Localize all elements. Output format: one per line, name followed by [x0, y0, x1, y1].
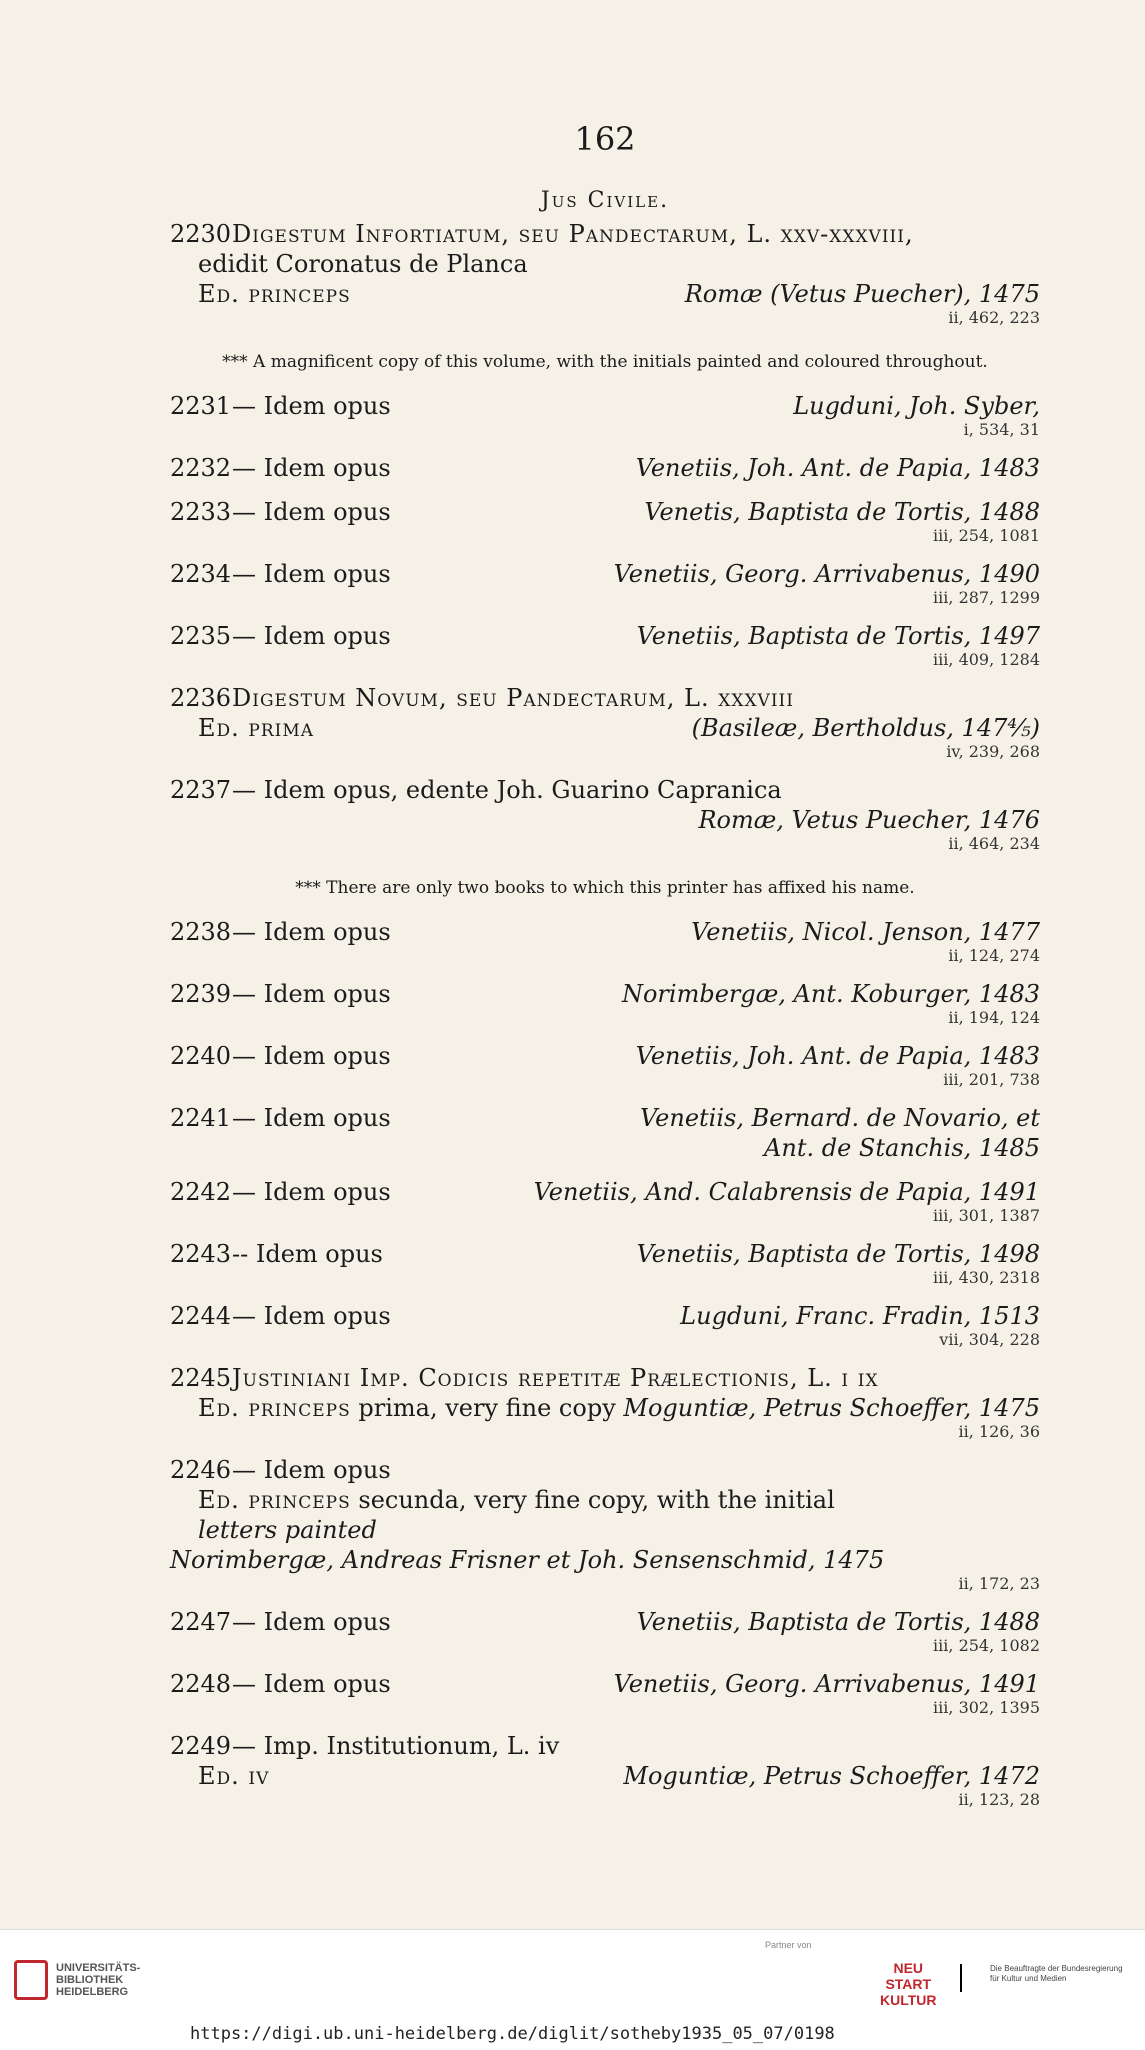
entry-title: Digestum Infortiatum, seu Pandectarum, L. xxv-xxxviii, [232, 220, 914, 248]
entry-text: — Idem opus [232, 498, 391, 526]
imprint: Venetiis, Georg. Arrivabenus, 1490 [613, 560, 1040, 588]
lot-number: 2237 [170, 776, 232, 804]
catalogue-entry [170, 877, 1040, 899]
catalogue-entry [170, 351, 1040, 373]
entry-note: *** There are only two books to which this printer has affixed his name. [295, 878, 915, 898]
reference: iii, 301, 1387 [933, 1206, 1040, 1225]
imprint: Venetis, Baptista de Tortis, 1488 [644, 498, 1040, 526]
entry-line [170, 249, 1040, 279]
imprint: Venetiis, Joh. Ant. de Papia, 1483 [635, 1042, 1040, 1070]
reference: ii, 123, 28 [958, 1790, 1040, 1809]
spacer [170, 1441, 1040, 1455]
entry-left [170, 1301, 391, 1331]
entry-line [170, 1133, 1040, 1163]
lot-number: 2249 [170, 1732, 232, 1760]
reference: iii, 302, 1395 [933, 1698, 1040, 1717]
spacer [170, 1349, 1040, 1363]
footer-bar [0, 1929, 1145, 2050]
edition-name: Ed. princeps [198, 1394, 351, 1422]
entry-line [170, 1761, 1040, 1791]
entry-line [170, 1731, 1040, 1761]
bkm-logo-text: Die Beauftragte der Bundesregierung für Kultur und Medien [990, 1964, 1123, 1983]
imprint: Romæ, Vetus Puecher, 1476 [698, 806, 1040, 834]
spacer [170, 1655, 1040, 1669]
edition-name: Ed. iv [198, 1762, 270, 1790]
lot-number: 2230 [170, 220, 232, 248]
imprint: Lugduni, Franc. Fradin, 1513 [680, 1302, 1040, 1330]
entry-line [170, 1669, 1040, 1699]
eagle-icon [960, 1964, 986, 1992]
entry-line [170, 917, 1040, 947]
reference: vii, 304, 228 [939, 1330, 1040, 1349]
entry-line [170, 559, 1040, 589]
entry-note: *** A magnificent copy of this volume, with the initials painted and coloured throughout. [222, 352, 988, 372]
entry-line [170, 805, 1040, 835]
entry-line [170, 1041, 1040, 1071]
catalogue-entry [170, 497, 1040, 559]
imprint: Venetiis, Joh. Ant. de Papia, 1483 [635, 454, 1040, 482]
entry-line [170, 453, 1040, 483]
entry-text: — Idem opus [232, 1042, 391, 1070]
entry-line [170, 1103, 1040, 1133]
lot-number: 2236 [170, 684, 232, 712]
entry-text: — Idem opus [232, 918, 391, 946]
entry-line [170, 1239, 1040, 1269]
entry-line [170, 1455, 1040, 1485]
lot-number: 2234 [170, 560, 232, 588]
entry-line [170, 683, 1040, 713]
partner-label: Partner von [765, 1940, 812, 1950]
text-block [170, 120, 1040, 1823]
catalogue-entry [170, 1041, 1040, 1103]
entry-title: Digestum Novum, seu Pandectarum, L. xxxviii [232, 684, 794, 712]
entry-left [170, 1239, 383, 1269]
edition-label [198, 1393, 616, 1423]
imprint: Lugduni, Joh. Syber, [793, 392, 1040, 420]
edition-desc: secunda, very fine copy, with the initial [350, 1486, 835, 1514]
section-heading: Jus Civile. [540, 188, 670, 213]
imprint: Venetiis, Baptista de Tortis, 1488 [636, 1608, 1040, 1636]
lot-number: 2248 [170, 1670, 232, 1698]
catalogue-entry [170, 391, 1040, 453]
imprint: Moguntiæ, Petrus Schoeffer, 1472 [623, 1762, 1040, 1790]
spacer [170, 1089, 1040, 1103]
entry-line [170, 1177, 1040, 1207]
entry-text: — Idem opus [232, 392, 391, 420]
entry-left [170, 1669, 391, 1699]
spacer [170, 669, 1040, 683]
entry-line [170, 1545, 1040, 1575]
catalogue-entry [170, 1669, 1040, 1731]
entry-text: — Idem opus [232, 1178, 391, 1206]
entry-left [170, 453, 391, 483]
spacer [170, 1593, 1040, 1607]
catalogue-entry [170, 1239, 1040, 1301]
lot-number: 2232 [170, 454, 232, 482]
catalogue-entry [170, 683, 1040, 775]
catalogue-entry [170, 917, 1040, 979]
reference: iii, 254, 1082 [933, 1636, 1040, 1655]
reference: iii, 409, 1284 [933, 650, 1040, 669]
library-logo[interactable] [14, 1960, 140, 2000]
entry-line [170, 391, 1040, 421]
imprint-cont: Ant. de Stanchis, 1485 [764, 1134, 1040, 1162]
imprint: (Basileæ, Bertholdus, 147⅘) [691, 714, 1040, 742]
spacer [170, 483, 1040, 497]
entry-line [170, 979, 1040, 1009]
entry-left [170, 559, 391, 589]
entry-left [170, 391, 391, 421]
entry-text: — Idem opus [232, 1670, 391, 1698]
lot-number: 2231 [170, 392, 232, 420]
spacer [170, 545, 1040, 559]
entry-text: — Idem opus, edente Joh. Guarino Capranica [232, 776, 782, 804]
entry-left [170, 1041, 391, 1071]
imprint: Venetiis, Georg. Arrivabenus, 1491 [613, 1670, 1040, 1698]
page-url[interactable]: https://digi.ub.uni-heidelberg.de/diglit/sotheby1935_05_07/0198 [190, 2024, 835, 2044]
entry-left [170, 1363, 879, 1393]
spacer [170, 439, 1040, 453]
entry-left [170, 219, 914, 249]
entry-left [170, 1177, 391, 1207]
imprint: Norimbergæ, Ant. Koburger, 1483 [621, 980, 1040, 1008]
lot-number: 2245 [170, 1364, 232, 1392]
spacer [170, 327, 1040, 341]
catalogue-entry [170, 1301, 1040, 1363]
entry-text: — Idem opus [232, 1104, 391, 1132]
catalogue-entry [170, 775, 1040, 867]
entry-text: — Idem opus [232, 454, 391, 482]
lot-number: 2238 [170, 918, 232, 946]
reference: ii, 194, 124 [948, 1008, 1040, 1027]
entry-text: — Idem opus [232, 622, 391, 650]
entry-left [170, 917, 391, 947]
entry-left [170, 1103, 391, 1133]
spacer [170, 853, 1040, 867]
reference: ii, 462, 223 [948, 308, 1040, 327]
reference: iii, 430, 2318 [933, 1268, 1040, 1287]
edition-label [198, 1485, 835, 1515]
imprint: Moguntiæ, Petrus Schoeffer, 1475 [623, 1394, 1040, 1422]
catalogue-entry [170, 219, 1040, 341]
reference: ii, 172, 23 [958, 1574, 1040, 1593]
catalogue-entry [170, 1607, 1040, 1669]
entry-text: — Idem opus [232, 1456, 391, 1484]
entry-text: — Idem opus [232, 560, 391, 588]
lot-number: 2244 [170, 1302, 232, 1330]
spacer [170, 1163, 1040, 1177]
edition-label [198, 1761, 269, 1791]
spacer [170, 1287, 1040, 1301]
imprint: Venetiis, Nicol. Jenson, 1477 [691, 918, 1040, 946]
entry-text: — Imp. Institutionum, L. iv [232, 1732, 560, 1760]
catalogue-entries [170, 219, 1040, 1823]
entry-line [170, 775, 1040, 805]
edition-name: Ed. princeps [198, 280, 351, 308]
entry-line [170, 621, 1040, 651]
imprint: Venetiis, Baptista de Tortis, 1498 [636, 1240, 1040, 1268]
entry-line [170, 497, 1040, 527]
spacer [170, 965, 1040, 979]
lot-number: 2233 [170, 498, 232, 526]
entry-left [170, 1455, 391, 1485]
lot-number: 2241 [170, 1104, 232, 1132]
spacer [170, 1027, 1040, 1041]
catalogue-entry [170, 1177, 1040, 1239]
catalogue-entry [170, 453, 1040, 497]
edition-desc: prima, very fine copy [350, 1394, 616, 1422]
catalogue-entry [170, 1103, 1040, 1177]
reference: ii, 126, 36 [958, 1422, 1040, 1441]
edition-name: Ed. princeps [198, 1486, 351, 1514]
entry-left [170, 621, 391, 651]
edition-name: Ed. prima [198, 714, 315, 742]
catalogue-entry [170, 979, 1040, 1041]
page-number: 162 [574, 120, 636, 158]
entry-left [170, 775, 782, 805]
entry-left [170, 683, 794, 713]
entry-line [170, 1363, 1040, 1393]
entry-line [170, 1485, 1040, 1515]
entry-line [170, 1607, 1040, 1637]
edition-label [198, 279, 351, 309]
reference: ii, 124, 274 [948, 946, 1040, 965]
lot-number: 2243 [170, 1240, 232, 1268]
spacer [170, 1717, 1040, 1731]
spacer [170, 1809, 1040, 1823]
lot-number: 2246 [170, 1456, 232, 1484]
entry-text: -- Idem opus [232, 1240, 383, 1268]
entry-title-cont: edidit Coronatus de Planca [198, 250, 528, 278]
entry-line [170, 1301, 1040, 1331]
spacer [170, 761, 1040, 775]
imprint: Norimbergæ, Andreas Frisner et Joh. Sensenschmid, 1475 [170, 1546, 885, 1574]
catalogue-entry [170, 1455, 1040, 1607]
catalogue-entry [170, 1363, 1040, 1455]
entry-title: Justiniani Imp. Codicis repetitæ Prælectionis, L. i ix [232, 1364, 879, 1392]
lot-number: 2239 [170, 980, 232, 1008]
library-logo-icon [14, 1960, 48, 2000]
entry-text: — Idem opus [232, 1302, 391, 1330]
imprint: Venetiis, Bernard. de Novario, et [640, 1104, 1040, 1132]
lot-number: 2242 [170, 1178, 232, 1206]
entry-text: — Idem opus [232, 1608, 391, 1636]
entry-text: — Idem opus [232, 980, 391, 1008]
spacer [170, 1225, 1040, 1239]
lot-number: 2240 [170, 1042, 232, 1070]
entry-left [170, 497, 391, 527]
catalogue-entry [170, 559, 1040, 621]
catalogue-entry [170, 621, 1040, 683]
edition-label [198, 713, 314, 743]
lot-number: 2235 [170, 622, 232, 650]
reference: ii, 464, 234 [948, 834, 1040, 853]
entry-line [170, 219, 1040, 249]
neustart-logo[interactable]: NEU START KULTUR [880, 1960, 937, 2008]
reference: i, 534, 31 [963, 420, 1040, 439]
imprint: Venetiis, And. Calabrensis de Papia, 1491 [533, 1178, 1040, 1206]
lot-number: 2247 [170, 1608, 232, 1636]
reference: iii, 201, 738 [943, 1070, 1040, 1089]
imprint: Venetiis, Baptista de Tortis, 1497 [636, 622, 1040, 650]
imprint: Romæ (Vetus Puecher), 1475 [684, 280, 1040, 308]
catalogue-entry [170, 1731, 1040, 1823]
edition-desc-cont: letters painted [198, 1516, 377, 1544]
reference: iii, 254, 1081 [933, 526, 1040, 545]
entry-left [170, 1607, 391, 1637]
entry-left [170, 979, 391, 1009]
entry-line [170, 279, 1040, 309]
entry-line [170, 1515, 1040, 1545]
spacer [170, 607, 1040, 621]
entry-line [170, 1393, 1040, 1423]
reference: iv, 239, 268 [946, 742, 1040, 761]
library-logo-text: UNIVERSITÄTS- BIBLIOTHEK HEIDELBERG [56, 1962, 141, 1998]
entry-line [170, 713, 1040, 743]
entry-left [170, 1731, 559, 1761]
reference: iii, 287, 1299 [933, 588, 1040, 607]
